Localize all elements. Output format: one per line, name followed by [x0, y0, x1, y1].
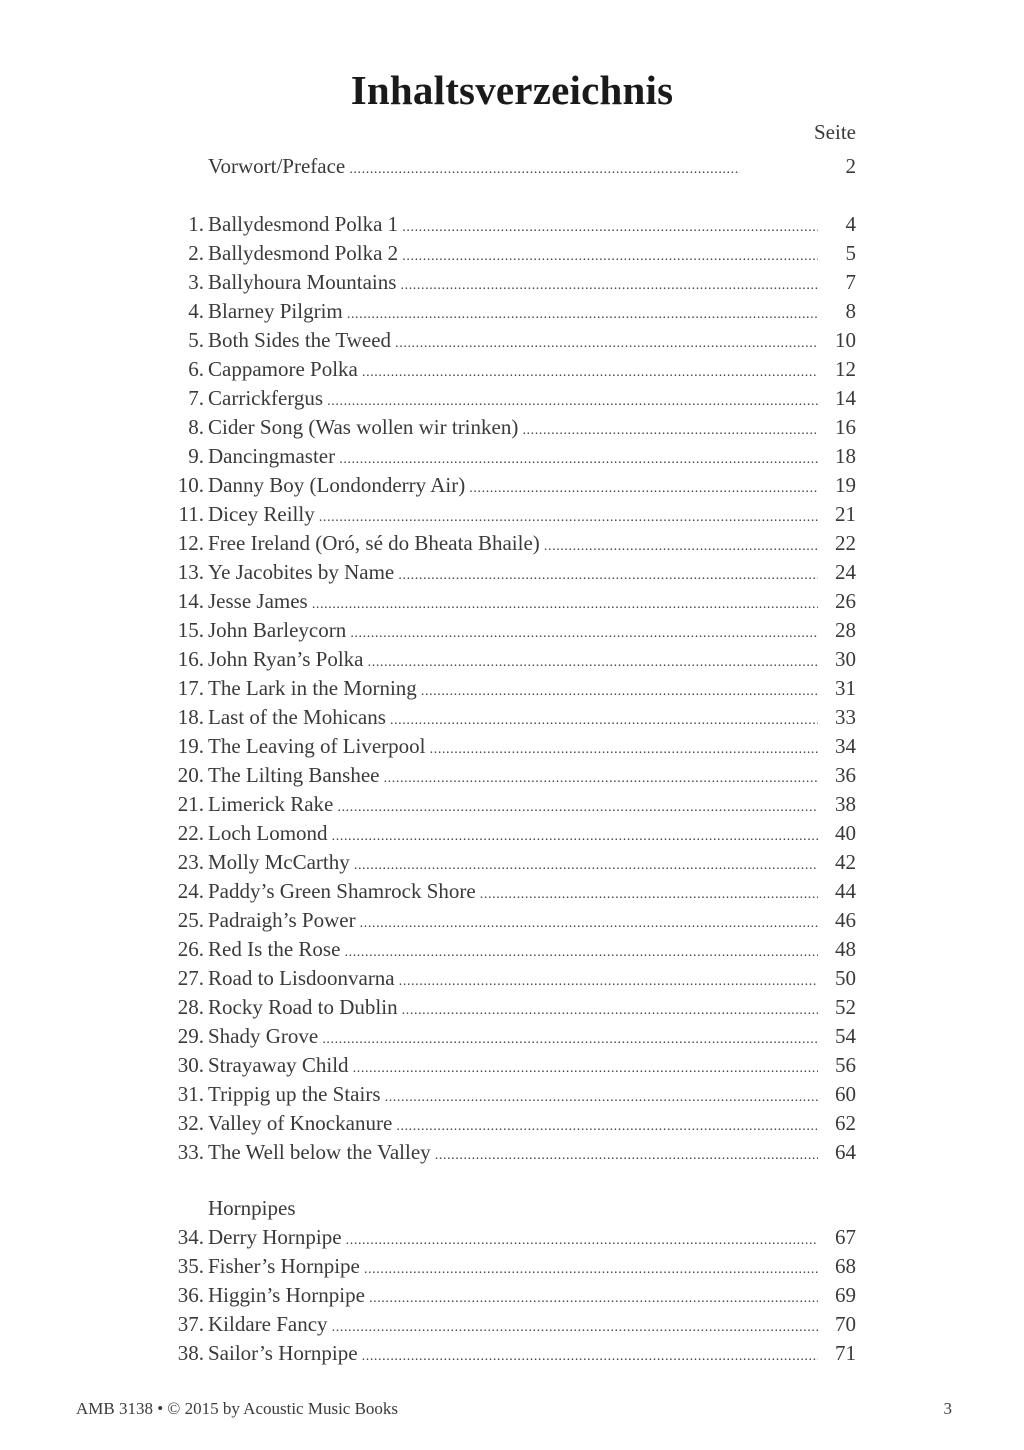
- toc-entry-title: The Leaving of Liverpool .....: [208, 732, 818, 764]
- toc-entry-title: Padraigh’s Power .....: [208, 906, 818, 938]
- toc-entry-title: Ye Jacobites by Name .....: [208, 558, 818, 590]
- toc-entry-number: 17.: [177, 676, 204, 700]
- toc-entry-number: 9.: [188, 444, 204, 468]
- toc-entry-number: 5.: [188, 328, 204, 352]
- toc-entry-number: 13.: [177, 560, 204, 584]
- toc-entry-title: Sailor’s Hornpipe .....: [208, 1339, 818, 1371]
- toc-entry-title: John Barleycorn .....: [208, 616, 818, 648]
- toc-entry-title: Ballyhoura Mountains .....: [208, 268, 818, 300]
- toc-entry-page: 68: [835, 1254, 856, 1278]
- toc-entry-title: The Well below the Valley .....: [208, 1138, 818, 1170]
- toc-entry-title: Red Is the Rose .....: [208, 935, 818, 967]
- toc-entry-number: 6.: [188, 357, 204, 381]
- toc-entry-number: 30.: [177, 1053, 204, 1077]
- toc-entry-page: 26: [835, 589, 856, 613]
- toc-entry-page: 40: [835, 821, 856, 845]
- toc-entry-page: 70: [835, 1312, 856, 1336]
- toc-entry-page: 69: [835, 1283, 856, 1307]
- footer-copyright: AMB 3138 • © 2015 by Acoustic Music Books: [76, 1399, 399, 1418]
- toc-entry-title: Loch Lomond .....: [208, 819, 818, 851]
- toc-entry-number: 20.: [177, 763, 204, 787]
- toc-entry-number: 14.: [177, 589, 204, 613]
- toc-entry-number: 3.: [188, 270, 204, 294]
- toc-entry-title: Paddy’s Green Shamrock Shore .....: [208, 877, 818, 909]
- toc-entry-page: 60: [835, 1082, 856, 1106]
- toc-entry-number: 22.: [177, 821, 204, 845]
- toc-entry-page: 14: [835, 386, 856, 410]
- toc-entry-page: 5: [845, 241, 856, 265]
- toc-entry-title: Trippig up the Stairs .....: [208, 1080, 818, 1112]
- toc-entry-page: 71: [835, 1341, 856, 1365]
- toc-entry-number: 29.: [177, 1024, 204, 1048]
- toc-entry-number: 28.: [177, 995, 204, 1019]
- toc-entry-page: 56: [835, 1053, 856, 1077]
- toc-entry-title: The Lilting Banshee .....: [208, 761, 818, 793]
- toc-entry-number: 19.: [177, 734, 204, 758]
- toc-entry-page: 10: [835, 328, 856, 352]
- toc-entry-number: 16.: [177, 647, 204, 671]
- toc-entry-title: Road to Lisdoonvarna .....: [208, 964, 818, 996]
- toc-entry-page: 18: [835, 444, 856, 468]
- toc-entry-title: Carrickfergus .....: [208, 384, 818, 416]
- preface-label: Vorwort/Preface .....: [208, 152, 740, 184]
- toc-entry-number: 37.: [177, 1312, 204, 1336]
- toc-entry-title: Strayaway Child .....: [208, 1051, 818, 1083]
- toc-entry-title: Higgin’s Hornpipe .....: [208, 1281, 818, 1313]
- toc-entry-page: 28: [835, 618, 856, 642]
- toc-entry-number: 4.: [188, 299, 204, 323]
- toc-entry-number: 18.: [177, 705, 204, 729]
- toc-entry-number: 23.: [177, 850, 204, 874]
- toc-entry-title: Dicey Reilly .....: [208, 500, 818, 532]
- toc-entry-title: Blarney Pilgrim .....: [208, 297, 818, 329]
- toc-entry-number: 24.: [177, 879, 204, 903]
- toc-entry-number: 21.: [177, 792, 204, 816]
- toc-entry-page: 54: [835, 1024, 856, 1048]
- toc-entry-title: Dancingmaster .....: [208, 442, 818, 474]
- toc-entry-number: 8.: [188, 415, 204, 439]
- toc-entry-title: Shady Grove .....: [208, 1022, 818, 1054]
- toc-entry-page: 30: [835, 647, 856, 671]
- toc-entry-page: 67: [835, 1225, 856, 1249]
- toc-entry-page: 7: [845, 270, 856, 294]
- toc-entry-title: Cider Song (Was wollen wir trinken) .....: [208, 413, 818, 445]
- toc-entry-title: Cappamore Polka .....: [208, 355, 818, 387]
- toc-entry-title: Rocky Road to Dublin .....: [208, 993, 818, 1025]
- toc-entry-number: 35.: [177, 1254, 204, 1278]
- page-title: Inhaltsverzeichnis: [350, 67, 674, 113]
- toc-entry-number: 33.: [177, 1140, 204, 1164]
- toc-entry-number: 12.: [177, 531, 204, 555]
- toc-entry-title: Last of the Mohicans .....: [208, 703, 818, 735]
- toc-entry-page: 36: [835, 763, 856, 787]
- toc-entry-title: Fisher’s Hornpipe .....: [208, 1252, 818, 1284]
- toc-entry-number: 32.: [177, 1111, 204, 1135]
- toc-entry-number: 10.: [177, 473, 204, 497]
- toc-entry-page: 48: [835, 937, 856, 961]
- toc-entry-number: 36.: [177, 1283, 204, 1307]
- toc-entry-page: 50: [835, 966, 856, 990]
- toc-entry-page: 33: [835, 705, 856, 729]
- footer-page-number: 3: [943, 1399, 952, 1418]
- toc-entry-page: 24: [835, 560, 856, 584]
- toc-entry-title: John Ryan’s Polka .....: [208, 645, 818, 677]
- toc-entry-number: 34.: [177, 1225, 204, 1249]
- toc-entry-page: 16: [835, 415, 856, 439]
- toc-entry-page: 42: [835, 850, 856, 874]
- toc-entry-number: 31.: [177, 1082, 204, 1106]
- toc-entry-title: Both Sides the Tweed .....: [208, 326, 818, 358]
- toc-entry-page: 22: [835, 531, 856, 555]
- toc-entry-title: Kildare Fancy .....: [208, 1310, 818, 1342]
- toc-entry-page: 34: [835, 734, 856, 758]
- toc-entry-page: 8: [845, 299, 856, 323]
- toc-entry-title: Ballydesmond Polka 1 .....: [208, 210, 818, 242]
- toc-entry-number: 27.: [177, 966, 204, 990]
- preface-page: 2: [845, 154, 856, 178]
- toc-entry-title: Derry Hornpipe .....: [208, 1223, 818, 1255]
- toc-entry-title: Danny Boy (Londonderry Air) .....: [208, 471, 818, 503]
- toc-entry-page: 64: [835, 1140, 856, 1164]
- toc-entry-number: 26.: [177, 937, 204, 961]
- toc-entry-number: 7.: [188, 386, 204, 410]
- toc-entry-page: 19: [835, 473, 856, 497]
- toc-entry-title: Valley of Knockanure .....: [208, 1109, 818, 1141]
- toc-entry-title: The Lark in the Morning .....: [208, 674, 818, 706]
- toc-entry-page: 4: [845, 212, 856, 236]
- toc-entry-title: Jesse James .....: [208, 587, 818, 619]
- toc-entry-page: 12: [835, 357, 856, 381]
- toc-entry-title: Free Ireland (Oró, sé do Bheata Bhaile) .....: [208, 529, 818, 561]
- toc-entry-title: Ballydesmond Polka 2 .....: [208, 239, 818, 271]
- toc-entry-title: Molly McCarthy .....: [208, 848, 818, 880]
- toc-entry-number: 1.: [188, 212, 204, 236]
- toc-entry-number: 38.: [177, 1341, 204, 1365]
- toc-entry-title: Limerick Rake .....: [208, 790, 818, 822]
- toc-entry-number: 11.: [178, 502, 204, 526]
- toc-entry-number: 2.: [188, 241, 204, 265]
- toc-entry-page: 21: [835, 502, 856, 526]
- toc-entry-number: 15.: [177, 618, 204, 642]
- toc-entry-page: 62: [835, 1111, 856, 1135]
- toc-entry-page: 46: [835, 908, 856, 932]
- toc-entry-page: 31: [835, 676, 856, 700]
- toc-entry-page: 52: [835, 995, 856, 1019]
- page-column-header: Seite: [814, 120, 856, 144]
- toc-entry-page: 44: [835, 879, 856, 903]
- toc-entry-page: 38: [835, 792, 856, 816]
- toc-entry-number: 25.: [177, 908, 204, 932]
- hornpipes-heading: Hornpipes: [208, 1196, 296, 1220]
